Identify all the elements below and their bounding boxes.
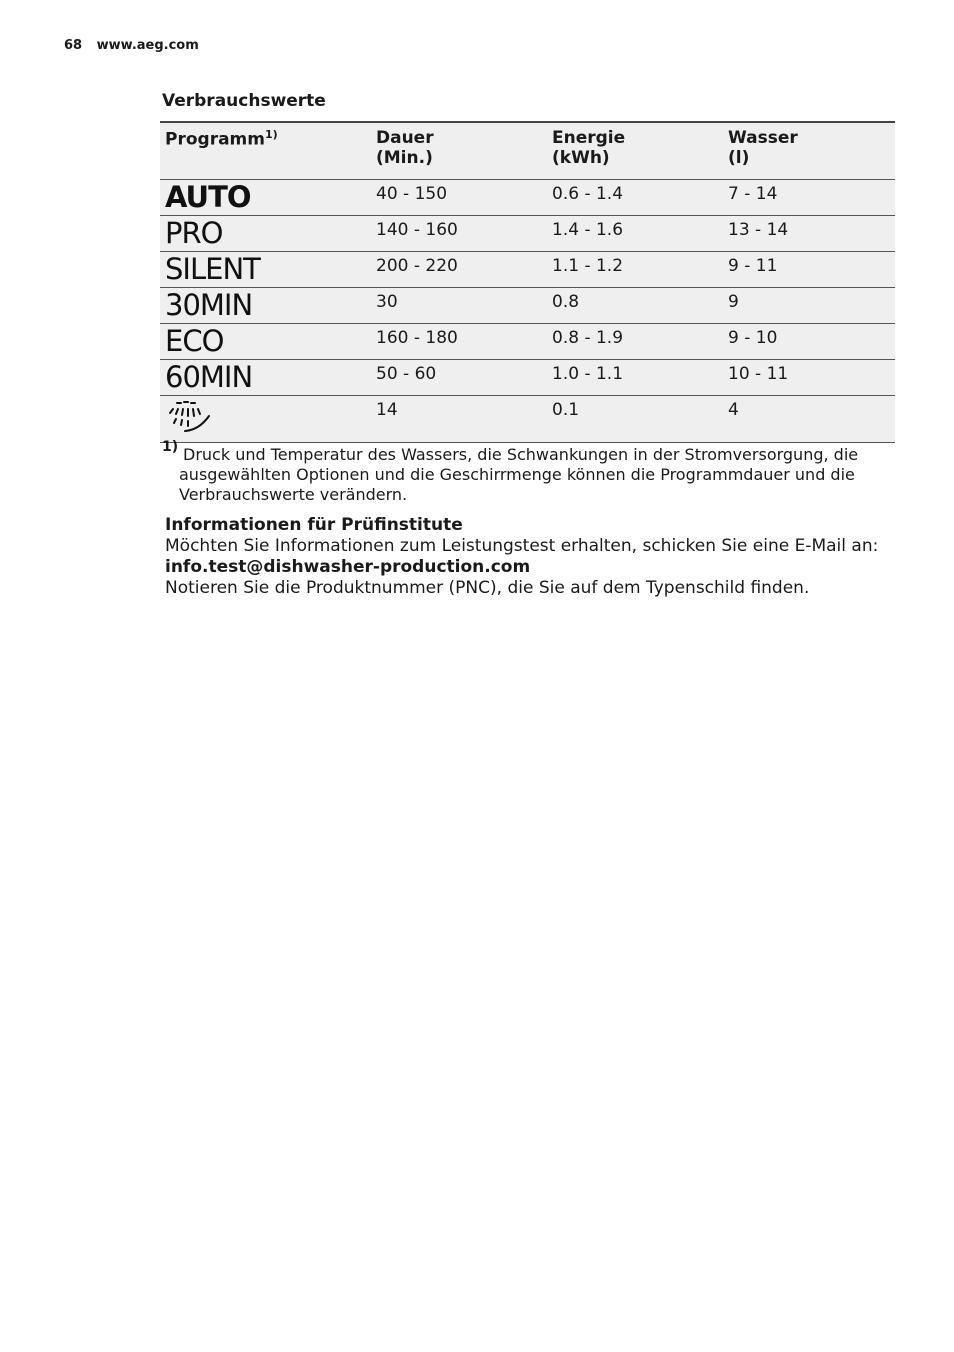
water-cell: 9 - 11 [723, 252, 895, 288]
water-cell: 9 - 10 [723, 324, 895, 360]
duration-cell: 40 - 150 [371, 180, 547, 216]
page-header [64, 38, 199, 53]
table-row [160, 252, 895, 288]
header-energy: Energie (kWh) [547, 122, 723, 180]
info-line-2: Notieren Sie die Produktnummer (PNC), die Sie auf dem Typenschild finden. [165, 578, 810, 598]
table-row [160, 396, 895, 443]
program-cell [160, 252, 371, 288]
info-email[interactable]: info.test@dishwasher-production.com [165, 557, 531, 577]
water-cell: 7 - 14 [723, 180, 895, 216]
water-cell: 13 - 14 [723, 216, 895, 252]
table-row [160, 216, 895, 252]
table-footnote [162, 439, 862, 505]
consumption-table [160, 121, 895, 443]
program-cell [160, 216, 371, 252]
program-silent: SILENT [165, 252, 260, 286]
energy-cell: 0.6 - 1.4 [547, 180, 723, 216]
program-60min: 60MIN [165, 360, 253, 394]
footnote-text: Druck und Temperatur des Wassers, die Schwankungen in der Stromversorgung, die ausgewählten Optionen und die Geschirrmenge können die Programmdauer und die Verbrauchswerte verändern. [179, 445, 859, 504]
table-row [160, 324, 895, 360]
header-duration: Dauer (Min.) [371, 122, 547, 180]
table-row [160, 360, 895, 396]
header-program: Programm$^{1)}$ [160, 122, 371, 180]
footnote-ref: 1) [264, 128, 278, 141]
rinse-spray-icon [165, 400, 213, 434]
test-institute-info [165, 515, 885, 599]
energy-cell: 0.8 - 1.9 [547, 324, 723, 360]
info-line-1: Möchten Sie Informationen zum Leistungstest erhalten, schicken Sie eine E-Mail an: [165, 536, 879, 556]
website-url[interactable]: www.aeg.com [96, 38, 199, 53]
program-eco: ECO [165, 324, 224, 358]
program-auto: AUTO [165, 180, 251, 214]
program-cell [160, 396, 371, 443]
duration-cell: 14 [371, 396, 547, 443]
duration-cell: 140 - 160 [371, 216, 547, 252]
section-title: Verbrauchswerte [162, 91, 326, 111]
header-water: Wasser (l) [723, 122, 895, 180]
program-cell [160, 288, 371, 324]
duration-cell: 200 - 220 [371, 252, 547, 288]
energy-cell: 1.1 - 1.2 [547, 252, 723, 288]
energy-cell: 1.0 - 1.1 [547, 360, 723, 396]
table-header-row [160, 122, 895, 180]
page-number: 68 [64, 38, 83, 53]
table-row [160, 180, 895, 216]
duration-cell: 160 - 180 [371, 324, 547, 360]
duration-cell: 50 - 60 [371, 360, 547, 396]
water-cell: 9 [723, 288, 895, 324]
program-cell [160, 324, 371, 360]
program-pro: PRO [165, 216, 223, 250]
table-row [160, 288, 895, 324]
energy-cell: 0.8 [547, 288, 723, 324]
program-30min: 30MIN [165, 288, 253, 322]
program-cell [160, 180, 371, 216]
energy-cell: 0.1 [547, 396, 723, 443]
program-cell [160, 360, 371, 396]
footnote-mark: 1) [162, 439, 179, 455]
water-cell: 10 - 11 [723, 360, 895, 396]
duration-cell: 30 [371, 288, 547, 324]
energy-cell: 1.4 - 1.6 [547, 216, 723, 252]
info-title: Informationen für Prüfinstitute [165, 515, 463, 535]
water-cell: 4 [723, 396, 895, 443]
